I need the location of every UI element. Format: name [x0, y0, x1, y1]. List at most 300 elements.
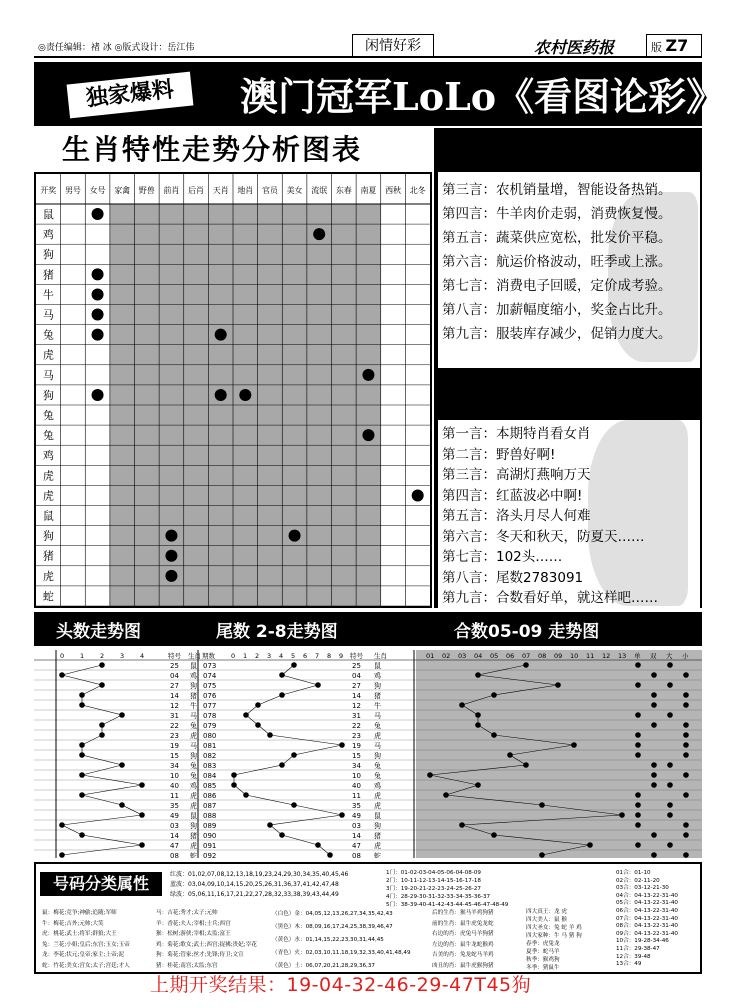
head-trend-line-dot [119, 762, 125, 768]
head-number: 25 [170, 662, 179, 670]
sum-size-dot [667, 812, 673, 818]
head-zodiac: 猪 [190, 832, 197, 840]
head-trend-line-dot [119, 802, 125, 808]
trait-left-2: 虎：桃花;武士;将军;群狼;大王 [42, 931, 117, 937]
grid-row-zodiac: 兔 [42, 328, 54, 342]
saying-bottom-0: 第一言：本期特肖看女肖 [442, 426, 591, 442]
sum-col-label: 09 [554, 652, 563, 660]
head-trend-line-dot [119, 712, 125, 718]
tail-number: 31 [352, 712, 361, 720]
saying-top-3: 第六言：航运价格波动，旺季或上涨。 [442, 254, 672, 270]
sum-parity-dot [651, 852, 657, 858]
tail-number: 10 [352, 772, 361, 780]
season-line-0: 四大真王：龙 虎 [526, 909, 567, 915]
saying-top-2: 第五言：蔬菜供应宽松，批发价平稳。 [442, 230, 672, 246]
head-trend-line-dot [79, 742, 85, 748]
grid-dot [165, 550, 177, 562]
tail-number: 04 [352, 672, 361, 680]
sum-size-dot [683, 772, 689, 778]
sum-trend-line-dot [539, 852, 545, 858]
head-number: 31 [170, 712, 179, 720]
head-trend-line-dot [139, 782, 145, 788]
trait-left-3: 兔：兰花;小姐;皇后;东宫;玉女;玉帝 [42, 941, 130, 948]
trait-mid-4: 狗：菊花;管家;丝才;先锋;侍卫;文宣 [156, 952, 244, 958]
sum-col-label: 08 [538, 652, 547, 660]
head-trend-line-dot [99, 682, 105, 688]
tail-zodiac: 虎 [374, 842, 381, 850]
head-zodiac: 兔 [190, 762, 197, 770]
sum-size-dot [667, 762, 673, 768]
issue-number: 090 [203, 832, 217, 840]
tail-trend-line-dot [315, 682, 321, 688]
sum-col-label: 01 [426, 652, 435, 660]
tail-trend-line-dot [279, 762, 285, 768]
tail-col-label: 期数 [202, 652, 215, 660]
sum-ranges [616, 870, 678, 969]
position-line-4: 吉美的肖：兔龙蛇马羊鸡 [432, 952, 494, 958]
element-line-4: （黄色）土：06,07,20,21,28,29,36,37 [272, 963, 375, 969]
grid-row-zodiac: 猪 [42, 268, 54, 282]
sum-trend-line-dot [491, 732, 497, 738]
tail-number: 47 [352, 842, 361, 850]
tail-number: 11 [352, 792, 361, 800]
sum-trend-line-dot [459, 702, 465, 708]
sum-parity-dot [635, 732, 641, 738]
tail-zodiac: 猪 [374, 832, 381, 840]
grid-col-header: 野兽 [138, 186, 155, 195]
tail-col-label: 6 [303, 652, 308, 660]
range-line-8: 09合：04-13-22-31-40 [616, 930, 678, 937]
saying-bottom-6: 第七言：102头…… [442, 549, 563, 565]
editor-credits: ◎责任编辑：褚 冰 ◎版式设计：岳江伟 [38, 43, 195, 53]
season-line-7: 冬季：猪鼠牛 [526, 965, 560, 971]
head-number: 12 [170, 702, 179, 710]
head-zodiac: 狗 [190, 822, 197, 830]
issue-number: 074 [203, 672, 217, 680]
head-number: 35 [170, 802, 179, 810]
tail-trend-line-dot [279, 692, 285, 698]
edition-label [646, 34, 702, 58]
grid-row-zodiac: 兔 [42, 409, 54, 422]
head-trend-line-dot [99, 732, 105, 738]
element-line-3: （青色）火：02,03,10,11,18,19,32,33,40,41,48,49 [272, 950, 411, 956]
tail-number: 34 [352, 762, 361, 770]
head-number: 10 [170, 772, 179, 780]
grid-dot [412, 489, 424, 501]
zodiac-traits-mid [156, 908, 257, 971]
element-line-0: （白色）金：04,05,12,13,26,27,34,35,42,43 [272, 911, 393, 917]
range-line-10: 11合：29-38-47 [616, 945, 660, 952]
grid-row-zodiac: 狗 [42, 248, 54, 262]
grid-row-zodiac: 鸡 [42, 449, 54, 463]
sum-parity-dot [651, 762, 657, 768]
grid-row-zodiac: 马 [42, 308, 54, 322]
issue-number: 083 [203, 762, 217, 770]
saying-top-6: 第九言：服装库存减少，促销力度大。 [442, 326, 672, 342]
zodiac-grid [34, 172, 432, 608]
issue-number: 080 [203, 732, 217, 740]
tail-trend-line-dot [279, 832, 285, 838]
tail-col-label: 2 [255, 652, 260, 660]
grid-col-header: 女号 [89, 186, 106, 195]
trait-mid-3: 鸡：菊花;歌女;武士;西宫;捉拂;贵妃;宰花 [156, 941, 257, 948]
sum-parity-dot [635, 792, 641, 798]
last-draw-result: 上期开奖结果：19-04-32-46-29-47T45狗 [150, 974, 532, 996]
sum-size-dot [667, 682, 673, 688]
range-line-11: 12合：39-48 [616, 953, 651, 960]
season-line-5: 夏季：蛇马羊 [526, 949, 560, 955]
wave-colors [170, 870, 348, 900]
sum-size-dot [683, 852, 689, 858]
sum-parity-dot [651, 722, 657, 728]
head-number: 34 [170, 762, 179, 770]
issue-number: 092 [203, 852, 217, 858]
sum-col-label: 小 [682, 652, 689, 660]
trait-mid-1: 羊：香花;夫人;宰相;士兵;西宫 [156, 920, 231, 927]
trait-mid-0: 马：吉花;秀才;太子;元帅 [156, 910, 218, 916]
zodiac-grid-svg [36, 174, 430, 606]
sum-col-label: 03 [458, 652, 467, 660]
saying-top-0: 第三言：农机销量增，智能设备热销。 [442, 182, 672, 198]
range-line-1: 02合：02-11-20 [616, 877, 660, 884]
tail-trend-line-dot [279, 672, 285, 678]
tail-trend-line-dot [315, 842, 321, 848]
tail-col-label: 9 [339, 652, 344, 660]
grid-row-zodiac: 虎 [42, 348, 54, 362]
sum-trend-line-dot [539, 802, 545, 808]
sum-size-dot [683, 692, 689, 698]
head-number: 14 [170, 832, 179, 840]
sum-table-bg [416, 650, 702, 858]
head-trend-line-dot [59, 822, 65, 828]
head-zodiac: 鼠 [190, 662, 197, 670]
head-number: 15 [170, 752, 179, 760]
grid-col-header: 开奖 [40, 186, 57, 195]
range-line-9: 10合：19-28-34-46 [616, 938, 669, 945]
sum-size-dot [667, 662, 673, 668]
tail-zodiac: 牛 [374, 702, 381, 710]
head-col-label: 3 [120, 652, 125, 660]
position-zodiacs [432, 908, 494, 971]
grid-row-zodiac: 虎 [42, 489, 54, 503]
tail-zodiac: 狗 [374, 822, 381, 830]
tail-zodiac: 虎 [374, 732, 381, 740]
gate-line-1: 2门：10-11-12-13-14-15-16-17-18 [386, 878, 481, 884]
grid-dot [92, 268, 104, 280]
head-zodiac: 虎 [190, 842, 197, 850]
saying-bottom-8: 第九言：合数看好单，就这样吧…… [442, 590, 658, 606]
gate-line-3: 4门：28-29-30-31-32-33-34-35-36-37 [386, 894, 491, 900]
head-trend-line-dot [79, 772, 85, 778]
range-line-7: 08合：04-13-22-31-40 [616, 923, 678, 930]
sum-col-label: 05 [490, 652, 499, 660]
sum-size-dot [683, 722, 689, 728]
grid-col-header: 男号 [64, 186, 81, 195]
head-zodiac: 兔 [190, 722, 197, 730]
sum-trend-line-dot [619, 812, 625, 818]
issue-number: 078 [203, 712, 217, 720]
sayings-box-top [438, 172, 700, 368]
tail-zodiac: 虎 [374, 802, 381, 810]
grid-dot [362, 429, 374, 441]
issue-number: 085 [203, 782, 217, 790]
season-line-1: 四大美人：鼠 猴 [526, 917, 567, 923]
head-zodiac: 虎 [190, 802, 197, 810]
head-trend-line-dot [59, 672, 65, 678]
head-trend-line-dot [59, 852, 65, 858]
head-number: 47 [170, 842, 179, 850]
issue-number: 073 [203, 662, 217, 670]
edition-number: Z7 [665, 36, 689, 55]
edition-label-text: 版 [651, 41, 662, 54]
grid-dot [92, 309, 104, 321]
gate-ranges [386, 869, 508, 909]
grid-row-zodiac: 马 [42, 368, 54, 382]
grid-col-header: 流氓 [311, 186, 328, 195]
tail-number: 12 [352, 702, 361, 710]
tail-zodiac: 马 [374, 712, 381, 720]
tail-trend-line-dot [231, 772, 237, 778]
sum-col-label: 双 [650, 652, 657, 660]
grid-col-header: 天肖 [212, 186, 229, 195]
sum-col-label: 12 [602, 652, 611, 660]
gate-line-4: 5门：38-39-40-41-42-43-44-45-46-47-48-49 [386, 902, 509, 908]
sum-trend-line-dot [443, 792, 449, 798]
tail-trend-line-dot [243, 792, 249, 798]
trait-left-4: 龙：李花;状元;皇帝;家主;上帝;泥 [42, 952, 125, 958]
tail-zodiac: 狗 [374, 682, 381, 690]
saying-top-5: 第八言：加薪幅度缩小，奖金占比升。 [442, 302, 672, 318]
sum-parity-dot [651, 772, 657, 778]
tail-number: 15 [352, 752, 361, 760]
grid-col-header: 北冬 [409, 186, 426, 195]
gate-line-0: 1门：01-02-03-04-05-06-04-08-09 [386, 870, 481, 876]
tail-trend-line-dot [231, 782, 237, 788]
issue-number: 089 [203, 822, 217, 830]
tail-number: 25 [352, 662, 361, 670]
tail-trend-line-dot [291, 662, 297, 668]
sayings-list-bottom [442, 424, 658, 609]
sum-size-dot [667, 842, 673, 848]
range-line-3: 04合：04-13-22-31-40 [616, 892, 678, 899]
head-number: 23 [170, 732, 179, 740]
sum-trend-title: 合数05-09 走势图 [454, 622, 600, 642]
sum-parity-dot [635, 802, 641, 808]
tail-trend-line-dot [255, 702, 261, 708]
head-zodiac: 兔 [190, 772, 197, 780]
tail-zodiac: 兔 [374, 722, 381, 730]
sum-trend-line-dot [475, 712, 481, 718]
tail-number: 35 [352, 802, 361, 810]
sum-trend-line-dot [523, 762, 529, 768]
range-line-5: 06合：04-13-22-31-40 [616, 907, 678, 914]
head-col-label: 0 [60, 652, 65, 660]
head-number: 22 [170, 722, 179, 730]
head-zodiac: 马 [190, 742, 197, 750]
grid-row-zodiac: 猪 [42, 549, 54, 563]
element-line-1: （黑色）木：08,09,16,17,24,25,38,39,46,47 [272, 924, 393, 930]
issue-number: 079 [203, 722, 217, 730]
element-line-2: （黄色）水：01,14,15,22,23,30,31,44,45 [272, 937, 384, 943]
trait-left-1: 牛：梅花;吉外;元帅;大笑 [42, 920, 104, 927]
head-zodiac: 猪 [190, 692, 197, 700]
head-trend-line-dot [139, 842, 145, 848]
tail-trend-line-dot [243, 712, 249, 718]
sum-size-dot [667, 712, 673, 718]
wave-line-0: 红波：01,02,07,08,12,13,18,19,23,24,29,30,34,35,40,45,46 [170, 871, 349, 878]
sum-parity-dot [635, 712, 641, 718]
column-name: 闲情好彩 [352, 34, 434, 58]
grid-row-zodiac: 鼠 [42, 509, 54, 523]
trend-tables-svg [34, 648, 702, 858]
head-zodiac: 蛇 [190, 852, 197, 858]
sum-parity-dot [635, 842, 641, 848]
sum-col-label: 02 [442, 652, 451, 660]
trend-header-bar [34, 612, 702, 646]
issue-number: 088 [203, 812, 217, 820]
saying-top-1: 第四言：牛羊肉价走弱，消费恢复慢。 [442, 206, 672, 222]
issue-number: 087 [203, 802, 217, 810]
head-trend-line-dot [99, 722, 105, 728]
tail-col-label: 0 [231, 652, 236, 660]
head-number: 03 [170, 822, 179, 830]
tail-trend-line-dot [291, 752, 297, 758]
head-number: 14 [170, 692, 179, 700]
sum-parity-dot [635, 742, 641, 748]
sum-parity-dot [651, 832, 657, 838]
sum-parity-dot [651, 702, 657, 708]
chart-subtitle: 生肖特性走势分析图表 [62, 133, 363, 166]
gate-line-2: 3门：19-20-21-22-23-24-25-26-27 [386, 886, 481, 892]
sum-trend-line-dot [523, 662, 529, 668]
saying-bottom-1: 第二言：野兽好啊! [442, 446, 556, 463]
head-zodiac: 鸡 [190, 672, 197, 680]
saying-bottom-5: 第六言：冬天和秋天，防夏天…… [442, 528, 645, 545]
tail-zodiac: 兔 [374, 772, 381, 780]
banner-title: 澳门冠军LoLo《看图论彩》 [240, 74, 725, 119]
grid-col-header: 南夏 [360, 186, 377, 195]
tail-trend-line-dot [327, 852, 333, 858]
trait-left-0: 鼠：梅花;竞争;神偷;追随;军师 [42, 910, 117, 916]
tail-col-label: 3 [267, 652, 272, 660]
sum-trend-line-dot [491, 692, 497, 698]
tail-col-label: 特号 [350, 652, 363, 660]
head-number: 04 [170, 672, 179, 680]
issue-number: 081 [203, 742, 217, 750]
sum-col-label: 07 [522, 652, 531, 660]
trait-left-5: 蛇：竹花;美女;宫女;太子;宫廷;才人 [42, 962, 130, 969]
tail-number: 49 [352, 812, 361, 820]
tail-number: 03 [352, 822, 361, 830]
issue-number: 084 [203, 772, 217, 780]
tail-trend-line-dot [267, 822, 273, 828]
sum-col-label: 04 [474, 652, 483, 660]
tail-col-label: 5 [291, 652, 296, 660]
sum-trend-line-dot [491, 832, 497, 838]
exclusive-badge: 独家爆料 [67, 72, 194, 119]
tail-zodiac: 鼠 [374, 662, 381, 670]
head-trend-line-dot [139, 812, 145, 818]
sum-col-label: 11 [586, 652, 595, 660]
grid-dot [215, 389, 227, 401]
zodiac-traits-left [42, 908, 130, 971]
saying-bottom-3: 第四言：红蓝波必中啊! [442, 487, 583, 504]
grid-col-header: 地肖 [237, 186, 254, 195]
sum-trend-line-dot [427, 772, 433, 778]
trait-mid-5: 猪：桂花;南宫;太监;东宫 [156, 962, 218, 969]
sum-col-label: 13 [618, 652, 627, 660]
sum-col-label: 大 [666, 652, 673, 660]
grid-col-header: 官员 [261, 186, 278, 195]
tail-zodiac: 兔 [374, 762, 381, 770]
sum-parity-dot [651, 692, 657, 698]
head-number: 08 [170, 852, 179, 858]
tail-zodiac: 鸡 [374, 672, 381, 680]
sum-size-dot [667, 782, 673, 788]
tail-number: 19 [352, 742, 361, 750]
grid-dot [92, 329, 104, 341]
sum-size-dot [683, 672, 689, 678]
head-trend-line-dot [79, 702, 85, 708]
head-zodiac: 虎 [190, 732, 197, 740]
sum-size-dot [683, 822, 689, 828]
head-col-label: 1 [80, 652, 85, 660]
head-trend-line-dot [79, 692, 85, 698]
tail-col-label: 生肖 [374, 652, 387, 660]
range-line-12: 13合：49 [616, 961, 642, 968]
season-zodiacs [526, 908, 582, 972]
sum-parity-dot [635, 752, 641, 758]
head-col-label: 特号 [168, 652, 181, 660]
sayings-list-top [442, 178, 672, 346]
grid-dot [165, 570, 177, 582]
tail-number: 08 [352, 852, 361, 858]
grid-row-zodiac: 牛 [42, 288, 54, 302]
head-zodiac: 狗 [190, 682, 197, 690]
tail-number: 14 [352, 692, 361, 700]
paper-name: 农村医药报 [534, 38, 615, 57]
sum-trend-line-dot [459, 822, 465, 828]
grid-row-zodiac: 鸡 [42, 228, 54, 242]
wave-line-2: 绿波：05,06,11,16,17,21,22,27,28,32,33,38,39,43,44,49 [170, 891, 339, 898]
head-number: 49 [170, 812, 179, 820]
grid-dot [215, 329, 227, 341]
grid-col-header: 家禽 [114, 186, 131, 195]
range-line-2: 03合：03-12-21-30 [616, 885, 669, 892]
sum-col-label: 10 [570, 652, 579, 660]
head-col-label: 生肖 [188, 652, 201, 660]
tail-trend-line-dot [339, 812, 345, 818]
issue-number: 077 [203, 702, 217, 710]
tail-col-label: 1 [243, 652, 248, 660]
season-line-6: 秋季：猴鸡狗 [526, 957, 560, 963]
issue-number: 076 [203, 692, 217, 700]
position-line-2: 右边的肖：虎兔马羊狗猪 [432, 931, 494, 937]
grid-col-header: 美女 [286, 186, 303, 195]
tail-zodiac: 鼠 [374, 812, 381, 820]
sum-trend-line-dot [555, 682, 561, 688]
head-col-label: 4 [140, 652, 145, 660]
tail-zodiac: 猪 [374, 692, 381, 700]
grid-col-header: 东春 [335, 186, 352, 195]
tail-number: 22 [352, 722, 361, 730]
grid-dot [362, 369, 374, 381]
grid-col-header: 前肖 [163, 186, 180, 195]
position-line-3: 左边的肖：鼠牛龙蛇猴鸡 [432, 941, 494, 948]
attributes-title: 号码分类属性 [40, 872, 162, 896]
head-trend-title: 头数走势图 [56, 622, 141, 642]
grid-dot [165, 530, 177, 542]
